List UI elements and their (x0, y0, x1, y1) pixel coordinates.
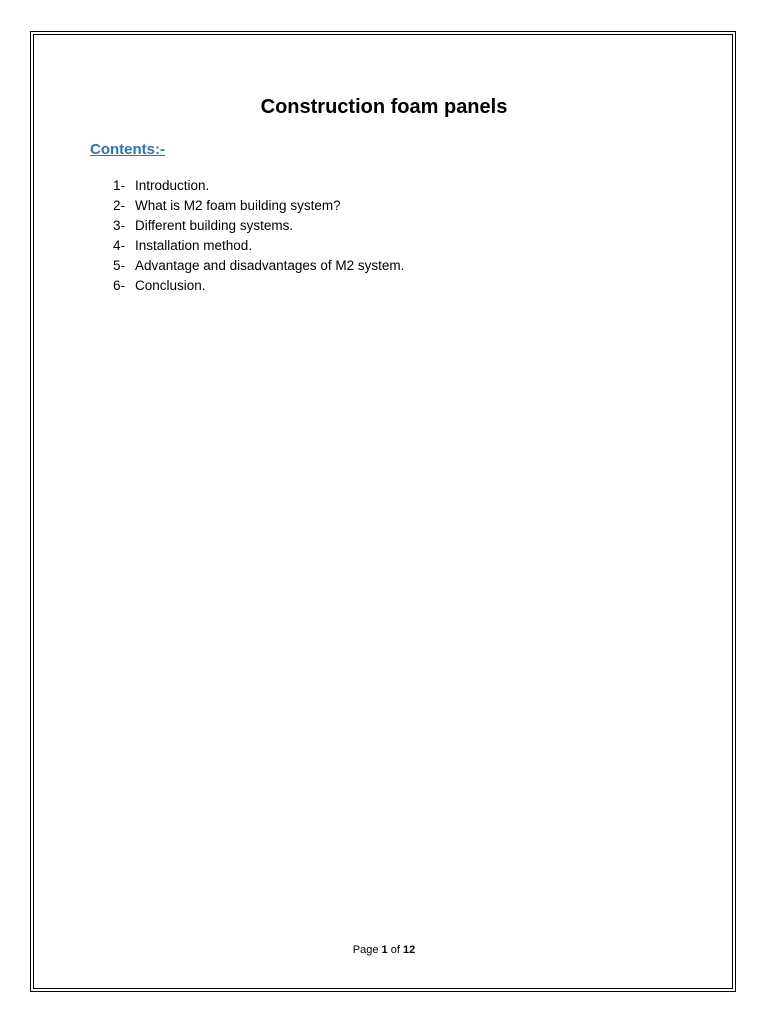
toc-item-number: 4- (113, 238, 126, 253)
footer-current-page: 1 (381, 944, 388, 956)
toc-item-text: Advantage and disadvantages of M2 system. (135, 258, 405, 273)
toc-item-text: Installation method. (135, 238, 253, 253)
toc-item-number: 6- (113, 278, 126, 293)
contents-heading: Contents:- (90, 141, 165, 158)
toc-item (113, 216, 404, 236)
toc-item (113, 256, 404, 276)
toc-item (113, 236, 404, 256)
table-of-contents (113, 176, 404, 296)
footer-total-pages: 12 (402, 944, 416, 956)
page-footer (0, 944, 768, 956)
toc-item-number: 3- (113, 218, 126, 233)
toc-item-number: 1- (113, 178, 126, 193)
toc-item (113, 276, 404, 296)
toc-item (113, 196, 404, 216)
toc-item-text: Different building systems. (135, 218, 294, 233)
footer-page-word: Page (352, 944, 379, 956)
toc-item-number: 5- (113, 258, 126, 273)
toc-item-text: What is M2 foam building system? (135, 198, 341, 213)
footer-of-word: of (390, 944, 400, 956)
toc-item (113, 176, 404, 196)
toc-item-text: Introduction. (135, 178, 210, 193)
page-title: Construction foam panels (260, 96, 508, 118)
toc-item-text: Conclusion. (135, 278, 206, 293)
toc-item-number: 2- (113, 198, 126, 213)
